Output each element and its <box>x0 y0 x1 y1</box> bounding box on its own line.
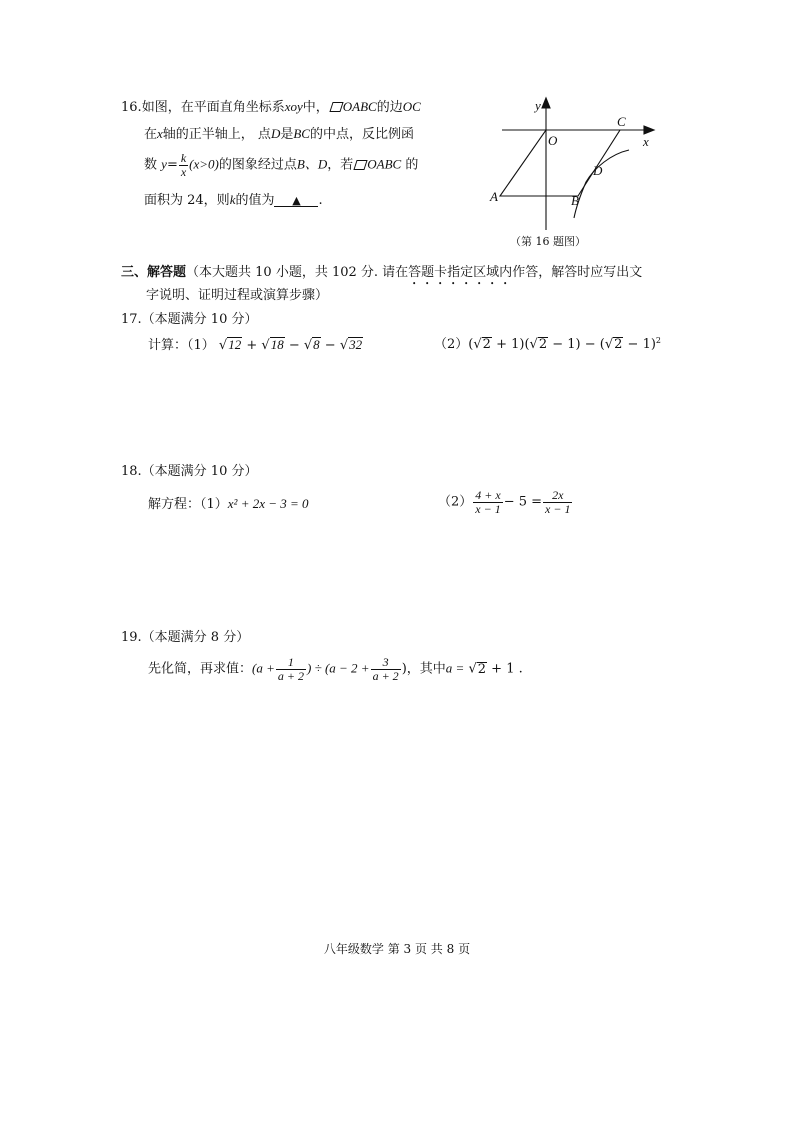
x-axis-arrow <box>644 126 654 134</box>
parallelogram-symbol <box>329 102 343 112</box>
label-a: A <box>490 189 498 204</box>
q16-number: 16. <box>121 100 142 115</box>
fraction-1: $\frac{1}{a + 2}$ <box>277 655 304 683</box>
section3-heading: 三、解答题（本大题共 10 小题，共 102 分. 请在答题卡指定区域内作答，解答时应写出文 <box>121 265 643 280</box>
q17-part1: 计算：（1） √12 + √18 − √8 − √32 <box>148 337 363 353</box>
q16-line2: 在x轴的正半轴上， 点D是BC的中点，反比例函 <box>144 126 414 142</box>
q16-line1: 16.如图，在平面直角坐标系xoy中， OABC的边OC <box>121 99 421 115</box>
label-o: O <box>548 133 558 148</box>
fraction-1: $\frac{4 + x}{x - 1}$ <box>475 488 501 516</box>
label-x: x <box>643 134 649 149</box>
y-axis-arrow <box>542 98 550 108</box>
fraction-2: $\frac{3}{a + 2}$ <box>372 655 399 683</box>
q17-part2: $(2)(√2 + 1)(√2 - 1) - (√2 - 1)^2$ <box>434 336 661 352</box>
label-c: C <box>617 114 626 129</box>
q18-title: 18.（本题满分 10 分） <box>121 464 258 479</box>
label-b: B <box>571 193 579 208</box>
hyperbola-curve <box>574 150 629 218</box>
fraction-2: $\frac{2x}{x - 1}$ <box>545 488 571 516</box>
answer-blank: ▲ <box>274 195 318 207</box>
label-y: y <box>535 98 541 113</box>
q19-title: 19.（本题满分 8 分） <box>121 630 250 645</box>
q16-line4: 面积为 24，则k的值为 ▲ . <box>144 192 323 208</box>
parallelogram-symbol <box>354 160 368 170</box>
q16-line3: 数 y= $\frac{k}{x}$ (x>0)的图象经过点B、D，若 OABC 的 <box>144 151 419 179</box>
label-d: D <box>593 163 603 178</box>
section3-note-line2: 字说明、证明过程或演算步骤） <box>146 288 329 303</box>
q18-part2: （2） $\frac{4 + x}{x - 1}$ − 5 = $\frac{2x}{x - 1}$ <box>438 488 571 516</box>
q16-figure <box>480 92 670 252</box>
q17-title: 17.（本题满分 10 分） <box>121 312 258 327</box>
figure-caption: （第 16 题图） <box>510 235 586 248</box>
inverse-function-fraction: $\frac{k}{x}$ <box>180 151 187 179</box>
page-footer: 八年级数学 第 3 页 共 8 页 <box>323 942 471 956</box>
q19-expression: 先化简，再求值：(a + $\frac{1}{a + 2}$ ) ÷ (a − 2 + $\frac{3}{a + 2}$ )，其中a = √2 + 1 . <box>148 655 523 683</box>
q18-part1: 解方程：（1）x² + 2x − 3 = 0 <box>148 496 309 512</box>
